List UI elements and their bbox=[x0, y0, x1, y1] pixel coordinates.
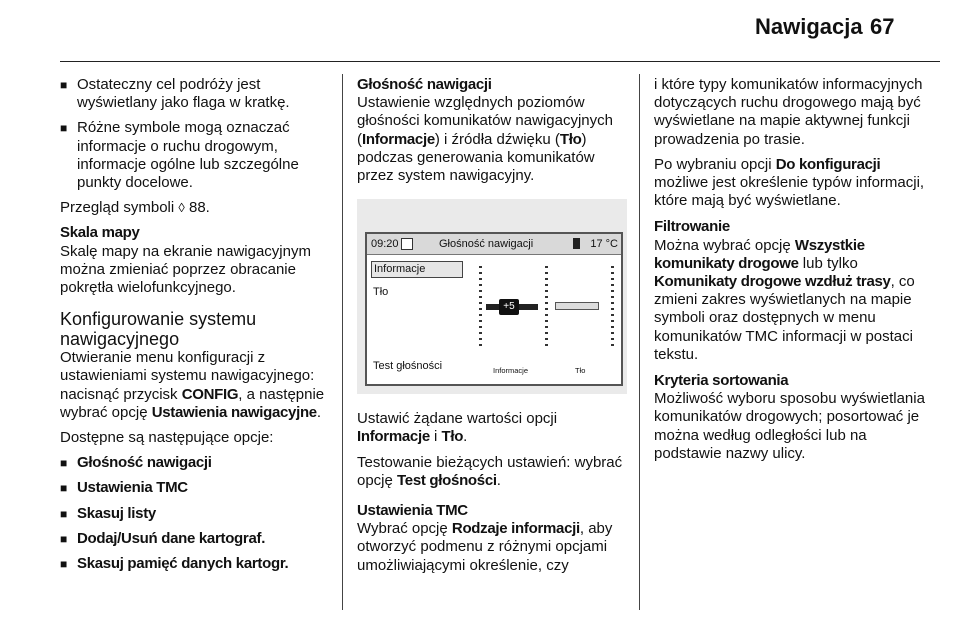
bar-label-info: Informacje bbox=[493, 366, 529, 376]
conf-text-2: możliwe jest określenie typów informacji, które mają być wyświetlane. bbox=[654, 174, 925, 210]
info-keyword: Informacje bbox=[357, 428, 430, 446]
available-options-text: Dostępne są następujące opcje: bbox=[60, 429, 274, 447]
open-text-3: . bbox=[316, 403, 322, 421]
set-values-text bbox=[357, 410, 627, 446]
subheading-scale: Skala mapy bbox=[60, 224, 140, 242]
screen-figure bbox=[357, 199, 627, 394]
open-text-2: , a następnie wybrać opcję bbox=[60, 385, 325, 421]
column-2 bbox=[357, 76, 627, 582]
screen-status-bar bbox=[367, 234, 621, 255]
option-item: ■ Skasuj listy bbox=[60, 505, 332, 523]
subheading-volume: Głośność nawigacji bbox=[357, 76, 492, 93]
symbols-page: 88. bbox=[184, 199, 210, 217]
option-item: ■ Dodaj/Usuń dane kartograf. bbox=[60, 530, 332, 548]
filter-text-3: , co zmieni zakres wyświetlanych na mapie symboli oraz dostępnych w menu komunikatów TMC informacji w postaci tekstu. bbox=[654, 273, 915, 363]
sort-text: Możliwość wyboru sposobu wyświetlania komunikatów drogowych; posortować je można według odległości lub na podstawie nazwy ulicy. bbox=[654, 390, 925, 462]
bar-label-tlo: Tło bbox=[575, 366, 586, 376]
test-text-1: Testowanie bieżących ustawień: wybrać opcję bbox=[357, 453, 623, 489]
symbols-reference bbox=[60, 199, 332, 217]
back-icon bbox=[401, 238, 413, 250]
screen-menu-info: Informacje bbox=[371, 261, 463, 278]
scale-text: Skalę mapy na ekranie nawigacyjnym można zmieniać poprzez obracanie pokrętła wielofunkcyjnego. bbox=[60, 242, 311, 297]
configuration-text bbox=[654, 156, 930, 211]
nav-settings-keyword: Ustawienia nawigacyjne bbox=[151, 403, 317, 421]
option-item: ■ Skasuj pamięć danych kartogr. bbox=[60, 555, 332, 573]
test-text-2: . bbox=[496, 471, 501, 489]
column-3 bbox=[654, 76, 930, 470]
tmc-text-1: Wybrać opcję bbox=[357, 520, 452, 538]
volume-text-2: ) i źródła dźwięku ( bbox=[434, 130, 560, 148]
set-text-3: . bbox=[463, 428, 468, 446]
open-menu-text bbox=[60, 349, 332, 422]
configuration-keyword: Do konfiguracji bbox=[775, 155, 881, 173]
subheading-filter: Filtrowanie bbox=[654, 218, 730, 236]
reference-arrow-icon: ◊ bbox=[178, 200, 185, 216]
tlo-keyword: Tło bbox=[559, 130, 582, 148]
display-screen bbox=[365, 232, 623, 386]
test-text bbox=[357, 454, 627, 490]
bullet-item: ■ Ostateczny cel podróży jest wyświetlany jako flaga w kratkę. bbox=[60, 76, 332, 112]
screen-menu-tlo: Tło bbox=[373, 286, 389, 299]
config-keyword: CONFIG bbox=[181, 385, 239, 403]
filter-text-2: lub tylko bbox=[798, 254, 858, 272]
scale-dots bbox=[611, 266, 614, 346]
option-item: ■ Głośność nawigacji bbox=[60, 454, 332, 472]
subheading-sort: Kryteria sortowania bbox=[654, 372, 789, 390]
set-text-2: i bbox=[429, 428, 442, 446]
bullet-item: ■ Różne symbole mogą oznaczać informacje o ruchu drogowym, informacje ogólne lub szczególne punkty docelowe. bbox=[60, 119, 332, 192]
screen-menu-test: Test głośności bbox=[373, 360, 443, 373]
test-keyword: Test głośności bbox=[397, 471, 497, 489]
volume-text bbox=[357, 94, 627, 185]
all-messages-keyword: Wszystkie komunikaty drogowe bbox=[654, 236, 865, 272]
symbols-text: Przegląd symboli bbox=[60, 199, 179, 217]
continued-text: i które typy komunikatów informacyjnych dotyczących ruchu drogowego mają być wyświetlane na mapie aktywnej funkcji prowadzenia po trasie. bbox=[654, 76, 923, 148]
route-messages-keyword: Komunikaty drogowe wzdłuż trasy bbox=[654, 273, 891, 291]
screen-title: Głośność nawigacji bbox=[439, 238, 534, 251]
set-text-1: Ustawić żądane wartości opcji bbox=[357, 410, 558, 428]
filter-text-1: Można wybrać opcję bbox=[654, 236, 795, 254]
scale-dots bbox=[479, 266, 482, 346]
filter-text bbox=[654, 237, 930, 364]
column-divider bbox=[342, 74, 343, 610]
tmc-text bbox=[357, 520, 627, 575]
column-divider bbox=[639, 74, 640, 610]
header-rule bbox=[60, 61, 940, 62]
open-text-1: Otwieranie menu konfiguracji z ustawieniami systemu nawigacyjnego: nacisnąć przycisk bbox=[60, 349, 315, 403]
volume-text-3: ) podczas generowania komunikatów przez system nawigacyjny. bbox=[357, 130, 595, 185]
subheading-tmc: Ustawienia TMC bbox=[357, 502, 468, 520]
info-types-keyword: Rodzaje informacji bbox=[451, 520, 580, 538]
scale-dots bbox=[545, 266, 548, 346]
page-number: 67 bbox=[870, 14, 895, 39]
conf-text-1: Po wybraniu opcji bbox=[654, 155, 776, 173]
chapter-title: Nawigacja bbox=[755, 14, 863, 39]
screen-temperature: 17 °C bbox=[590, 238, 618, 251]
column-1 bbox=[60, 76, 332, 580]
info-keyword: Informacje bbox=[362, 130, 435, 148]
tlo-keyword: Tło bbox=[441, 428, 464, 446]
section-heading: Konfigurowanie systemu nawigacyjnego bbox=[60, 309, 257, 350]
phone-icon bbox=[573, 238, 580, 249]
info-slider-knob: +5 bbox=[499, 299, 519, 315]
tlo-slider-track bbox=[555, 302, 599, 310]
tmc-text-2: , aby otworzyć podmenu z różnymi opcjami umożliwiającymi określenie, czy bbox=[357, 520, 613, 574]
screen-time: 09:20 bbox=[371, 238, 399, 251]
volume-text-1: Ustawienie względnych poziomów głośności komunikatów nawigacyjnych ( bbox=[357, 94, 613, 148]
option-item: ■ Ustawienia TMC bbox=[60, 479, 332, 497]
